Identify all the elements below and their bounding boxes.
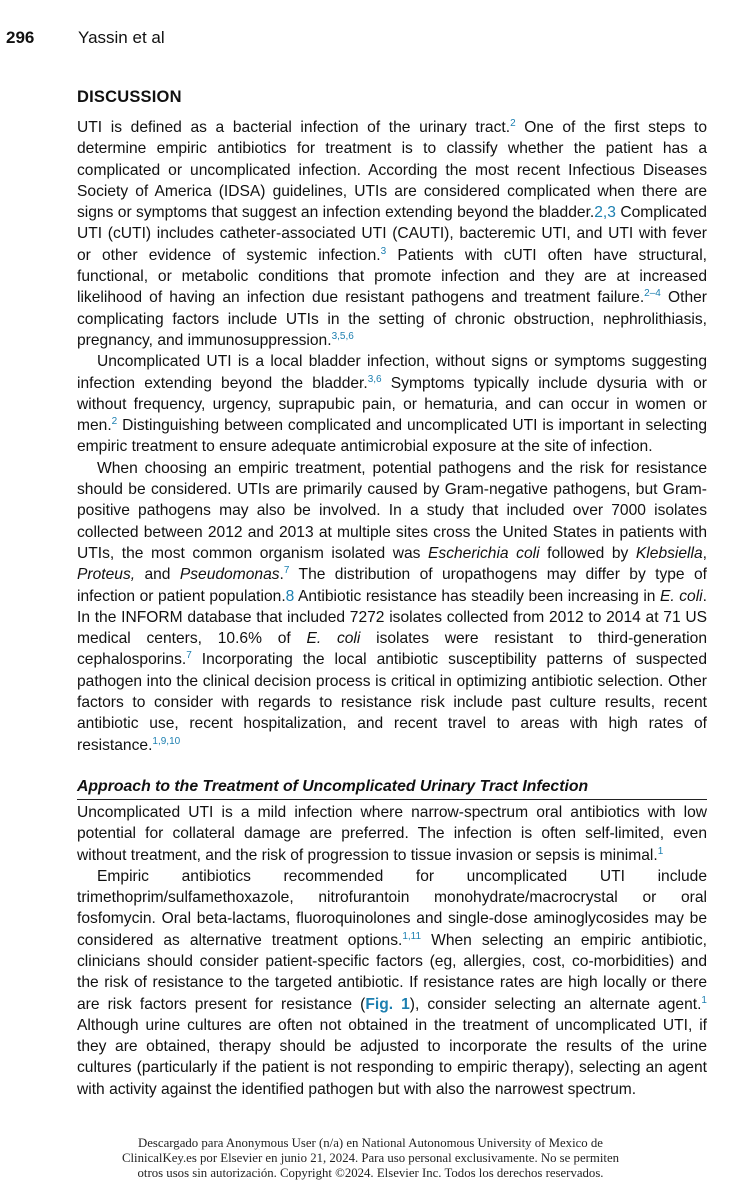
text-run: The distribution of uropathogens may differ by type of infection or patient population.	[77, 566, 707, 605]
text-run: Symptoms typically include dysuria with or without frequency, urgency, suprapubic pain, or hematuria, and can occur in women or men.	[77, 374, 707, 435]
reference-citation[interactable]: 2	[111, 415, 118, 427]
reference-citation[interactable]: 3	[380, 245, 387, 257]
approach-paragraph	[77, 802, 707, 866]
discussion-paragraph	[77, 117, 707, 351]
page-number: 296	[6, 28, 35, 47]
section-heading: DISCUSSION	[77, 88, 182, 106]
discussion-paragraph	[77, 351, 707, 457]
text-run: Incorporating the local antibiotic susceptibility patterns of suspected pathogen into the clinical decision process is critical in optimizing antibiotic selection. Other factors to consider with regards to resistance risk include past culture results, recent antibiotic use, recent hospitalization, and recent travel to areas with high rates of resistance.	[77, 651, 707, 754]
footer-line: otros usos sin autorización. Copyright ©2024. Elsevier Inc. Todos los derechos reservados.	[137, 1166, 604, 1180]
reference-citation[interactable]: 2	[510, 117, 516, 129]
text-run: and	[135, 566, 180, 584]
reference-citation[interactable]: 7	[186, 650, 192, 662]
footer-line: ClinicalKey.es por Elsevier en junio 21, 2024. Para uso personal exclusivamente. No se permiten	[121, 1151, 620, 1165]
italic-term: Klebsiella	[635, 544, 703, 562]
figure-link[interactable]: Fig. 1	[365, 995, 410, 1013]
subsection-heading: Approach to the Treatment of Uncomplicated Urinary Tract Infection	[77, 778, 707, 800]
discussion-paragraph	[77, 458, 707, 756]
text-run: Empiric antibiotics recommended for uncomplicated UTI include trimethoprim/sulfamethoxazole, nitrofurantoin monohydrate/macrocrystal or oral fosfomycin. Oral beta-lactams, fluoroquinolones and single-dose aminoglycosides may be considered as alternative treatment options.	[77, 867, 707, 949]
text-run: UTI is defined as a bacterial infection of the urinary tract.	[77, 119, 511, 136]
text-run: Uncomplicated UTI is a local bladder infection, without signs or symptoms suggesting infection extending beyond the bladder.	[77, 353, 707, 392]
italic-term: Pseudomonas	[179, 566, 280, 584]
reference-citation[interactable]: 8	[285, 587, 295, 605]
text-run: .	[279, 566, 284, 584]
footer-line: Descargado para Anonymous User (n/a) en National Autonomous University of Mexico de	[138, 1136, 603, 1150]
text-run: isolates were resistant to third-generation cephalosporins.	[77, 630, 707, 669]
reference-citation[interactable]: 3,5,6	[331, 330, 354, 342]
running-title: Yassin et al	[78, 28, 165, 47]
text-run: Uncomplicated UTI is a mild infection where narrow-spectrum oral antibiotics with low potential for collateral damage are preferred. The infection is often self-limited, even without treatment, and the risk of progression to tissue invasion or sepsis is minimal.	[77, 803, 707, 864]
text-run: One of the first steps to determine empiric antibiotics for treatment is to classify whether the patient has a complicated or uncomplicated infection. According the most recent Infectious Diseases Society of America (IDSA) guidelines, UTIs are considered complicated when there are signs or symptoms that suggest an infection extending beyond the bladder.	[77, 119, 707, 222]
text-run: Other complicating factors include UTIs in the setting of chronic obstruction, nephrolithiasis, pregnancy, and immunosuppression.	[77, 289, 707, 349]
text-run: Although urine cultures are often not obtained in the treatment of uncomplicated UTI, if they are obtained, therapy should be adjusted to incorporate the results of the urine cultures (particularly if the patient is not responding to empiric therapy), selecting an agent with activity against the identified pathogen but with also the narrowest spectrum.	[77, 1016, 707, 1098]
text-run: Antibiotic resistance has steadily been increasing in	[294, 587, 660, 605]
reference-citation[interactable]: 2,3	[594, 204, 616, 222]
reference-citation[interactable]: 7	[283, 565, 290, 577]
text-run: Patients with cUTI often have structural, functional, or metabolic conditions that promote infection and they are at increased likelihood of having an infection due resistant pathogens and treatment failure.	[77, 246, 707, 307]
reference-citation[interactable]: 3,6	[367, 373, 382, 385]
italic-term: Proteus,	[77, 566, 136, 584]
text-run: When choosing an empiric treatment, potential pathogens and the risk for resistance should be considered. UTIs are primarily caused by Gram-negative pathogens, but Gram-positive pathogens may also be involved. In a study that included over 7000 isolates collected between 2012 and 2013 at multiple sites cross the United States in patients with UTIs, the most common organism isolated was	[77, 459, 707, 562]
reference-citation[interactable]: 1,9,10	[152, 735, 181, 747]
reference-citation[interactable]: 2–4	[644, 288, 661, 300]
text-run: ), consider selecting an alternate agent.	[409, 995, 702, 1013]
reference-citation[interactable]: 1,11	[402, 930, 422, 942]
italic-term: E. coli	[659, 587, 703, 605]
text-run: When selecting an empiric antibiotic, clinicians should consider patient-specific factors (eg, allergies, cost, co-morbidities) and the risk of resistance to the targeted antibiotic. If resistance rates are high locally or there are risk factors present for resistance (	[77, 931, 707, 1013]
text-run: ,	[702, 544, 707, 562]
approach-paragraph	[77, 866, 707, 1100]
text-run: Distinguishing between complicated and uncomplicated UTI is important in selecting empiric treatment to ensure adequate antimicrobial exposure at the site of infection.	[77, 417, 707, 456]
italic-term: Escherichia coli	[428, 544, 540, 562]
article-body	[77, 88, 707, 1100]
text-run: Complicated UTI (cUTI) includes catheter-associated UTI (CAUTI), bacteremic UTI, and UTI with fever or other evidence of systemic infection.	[77, 204, 707, 264]
download-notice	[0, 1136, 741, 1181]
running-header	[0, 28, 741, 50]
text-run: . In the INFORM database that included 7272 isolates collected from 2012 to 2014 at 71 US medical centers, 10.6% of	[77, 587, 707, 648]
reference-citation[interactable]: 1	[657, 845, 664, 857]
italic-term: E. coli	[306, 630, 361, 648]
text-run: followed by	[539, 544, 636, 562]
reference-citation[interactable]: 1	[701, 994, 707, 1006]
